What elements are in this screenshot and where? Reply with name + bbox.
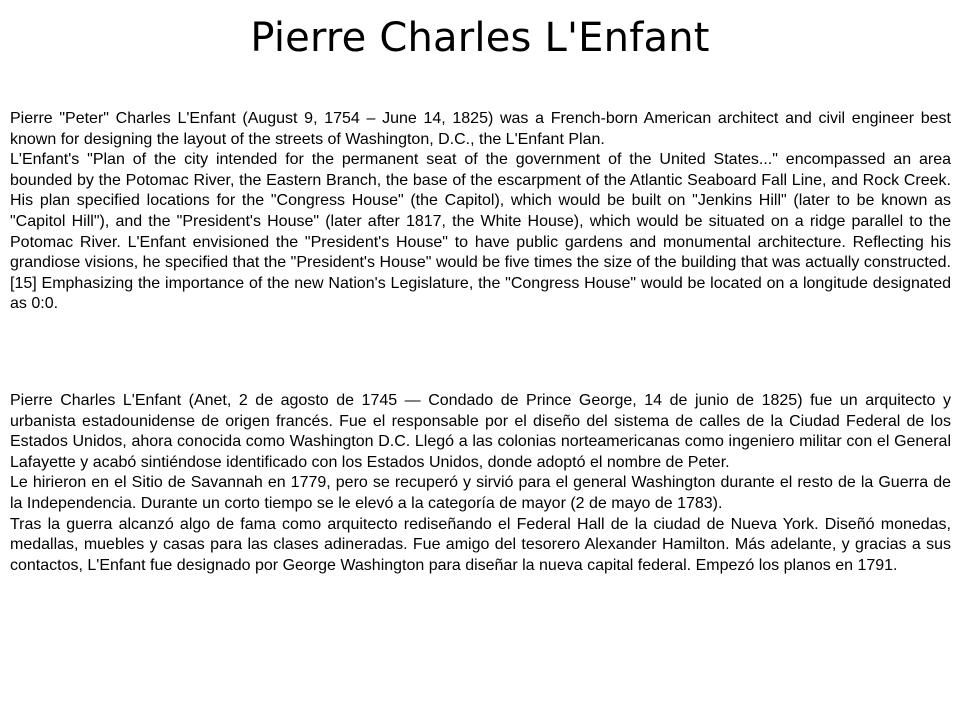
spanish-text-block bbox=[10, 391, 951, 576]
english-paragraph-intro: Pierre "Peter" Charles L'Enfant (August 9, 1754 – June 14, 1825) was a French-born American architect and civil engineer best known for designing the layout of the streets of Washington, D.C., the L'Enfant Plan. bbox=[10, 110, 951, 148]
spanish-paragraph-war: Le hirieron en el Sitio de Savannah en 1779, pero se recuperó y sirvió para el general Washington durante el resto de la Guerra de la Independencia. Durante un corto tiempo se le elevó a la categoría de mayor (2 de mayo de 1783). bbox=[10, 474, 951, 512]
english-text-block bbox=[10, 109, 951, 315]
english-paragraph-plan: L'Enfant's "Plan of the city intended for the permanent seat of the government of the United States..." encompassed an area bounded by the Potomac River, the Eastern Branch, the base of the escarpment of the Atlantic Seaboard Fall Line, and Rock Creek. His plan specified locations for the "Congress House" (the Capitol), which would be built on "Jenkins Hill" (later to be known as "Capitol Hill"), and the "President's House" (later after 1817, the White House), which would be situated on a ridge parallel to the Potomac River. L'Enfant envisioned the "President's House" to have public gardens and monumental architecture. Reflecting his grandiose visions, he specified that the "President's House" would be five times the size of the building that was actually constructed.[15] Emphasizing the importance of the new Nation's Legislature, the "Congress House" would be located on a longitude designated as 0:0. bbox=[10, 151, 951, 313]
spanish-paragraph-career: Tras la guerra alcanzó algo de fama como arquitecto rediseñando el Federal Hall de la ciudad de Nueva York. Diseñó monedas, medallas, muebles y casas para las clases adineradas. Fue amigo del tesorero Alexander Hamilton. Más adelante, y gracias a sus contactos, L'Enfant fue designado por George Washington para diseñar la nueva capital federal. Empezó los planos en 1791. bbox=[10, 515, 951, 574]
spanish-paragraph-intro: Pierre Charles L'Enfant (Anet, 2 de agosto de 1745 — Condado de Prince George, 14 de junio de 1825) fue un arquitecto y urbanista estadounidense de origen francés. Fue el responsable por el diseño del sistema de calles de la Ciudad Federal de los Estados Unidos, ahora conocida como Washington D.C. Llegó a las colonias norteamericanas como ingeniero militar con el General Lafayette y acabó sintiéndose identificado con los Estados Unidos, donde adoptó el nombre de Peter. bbox=[10, 392, 951, 471]
slide-title: Pierre Charles L'Enfant bbox=[250, 15, 710, 61]
